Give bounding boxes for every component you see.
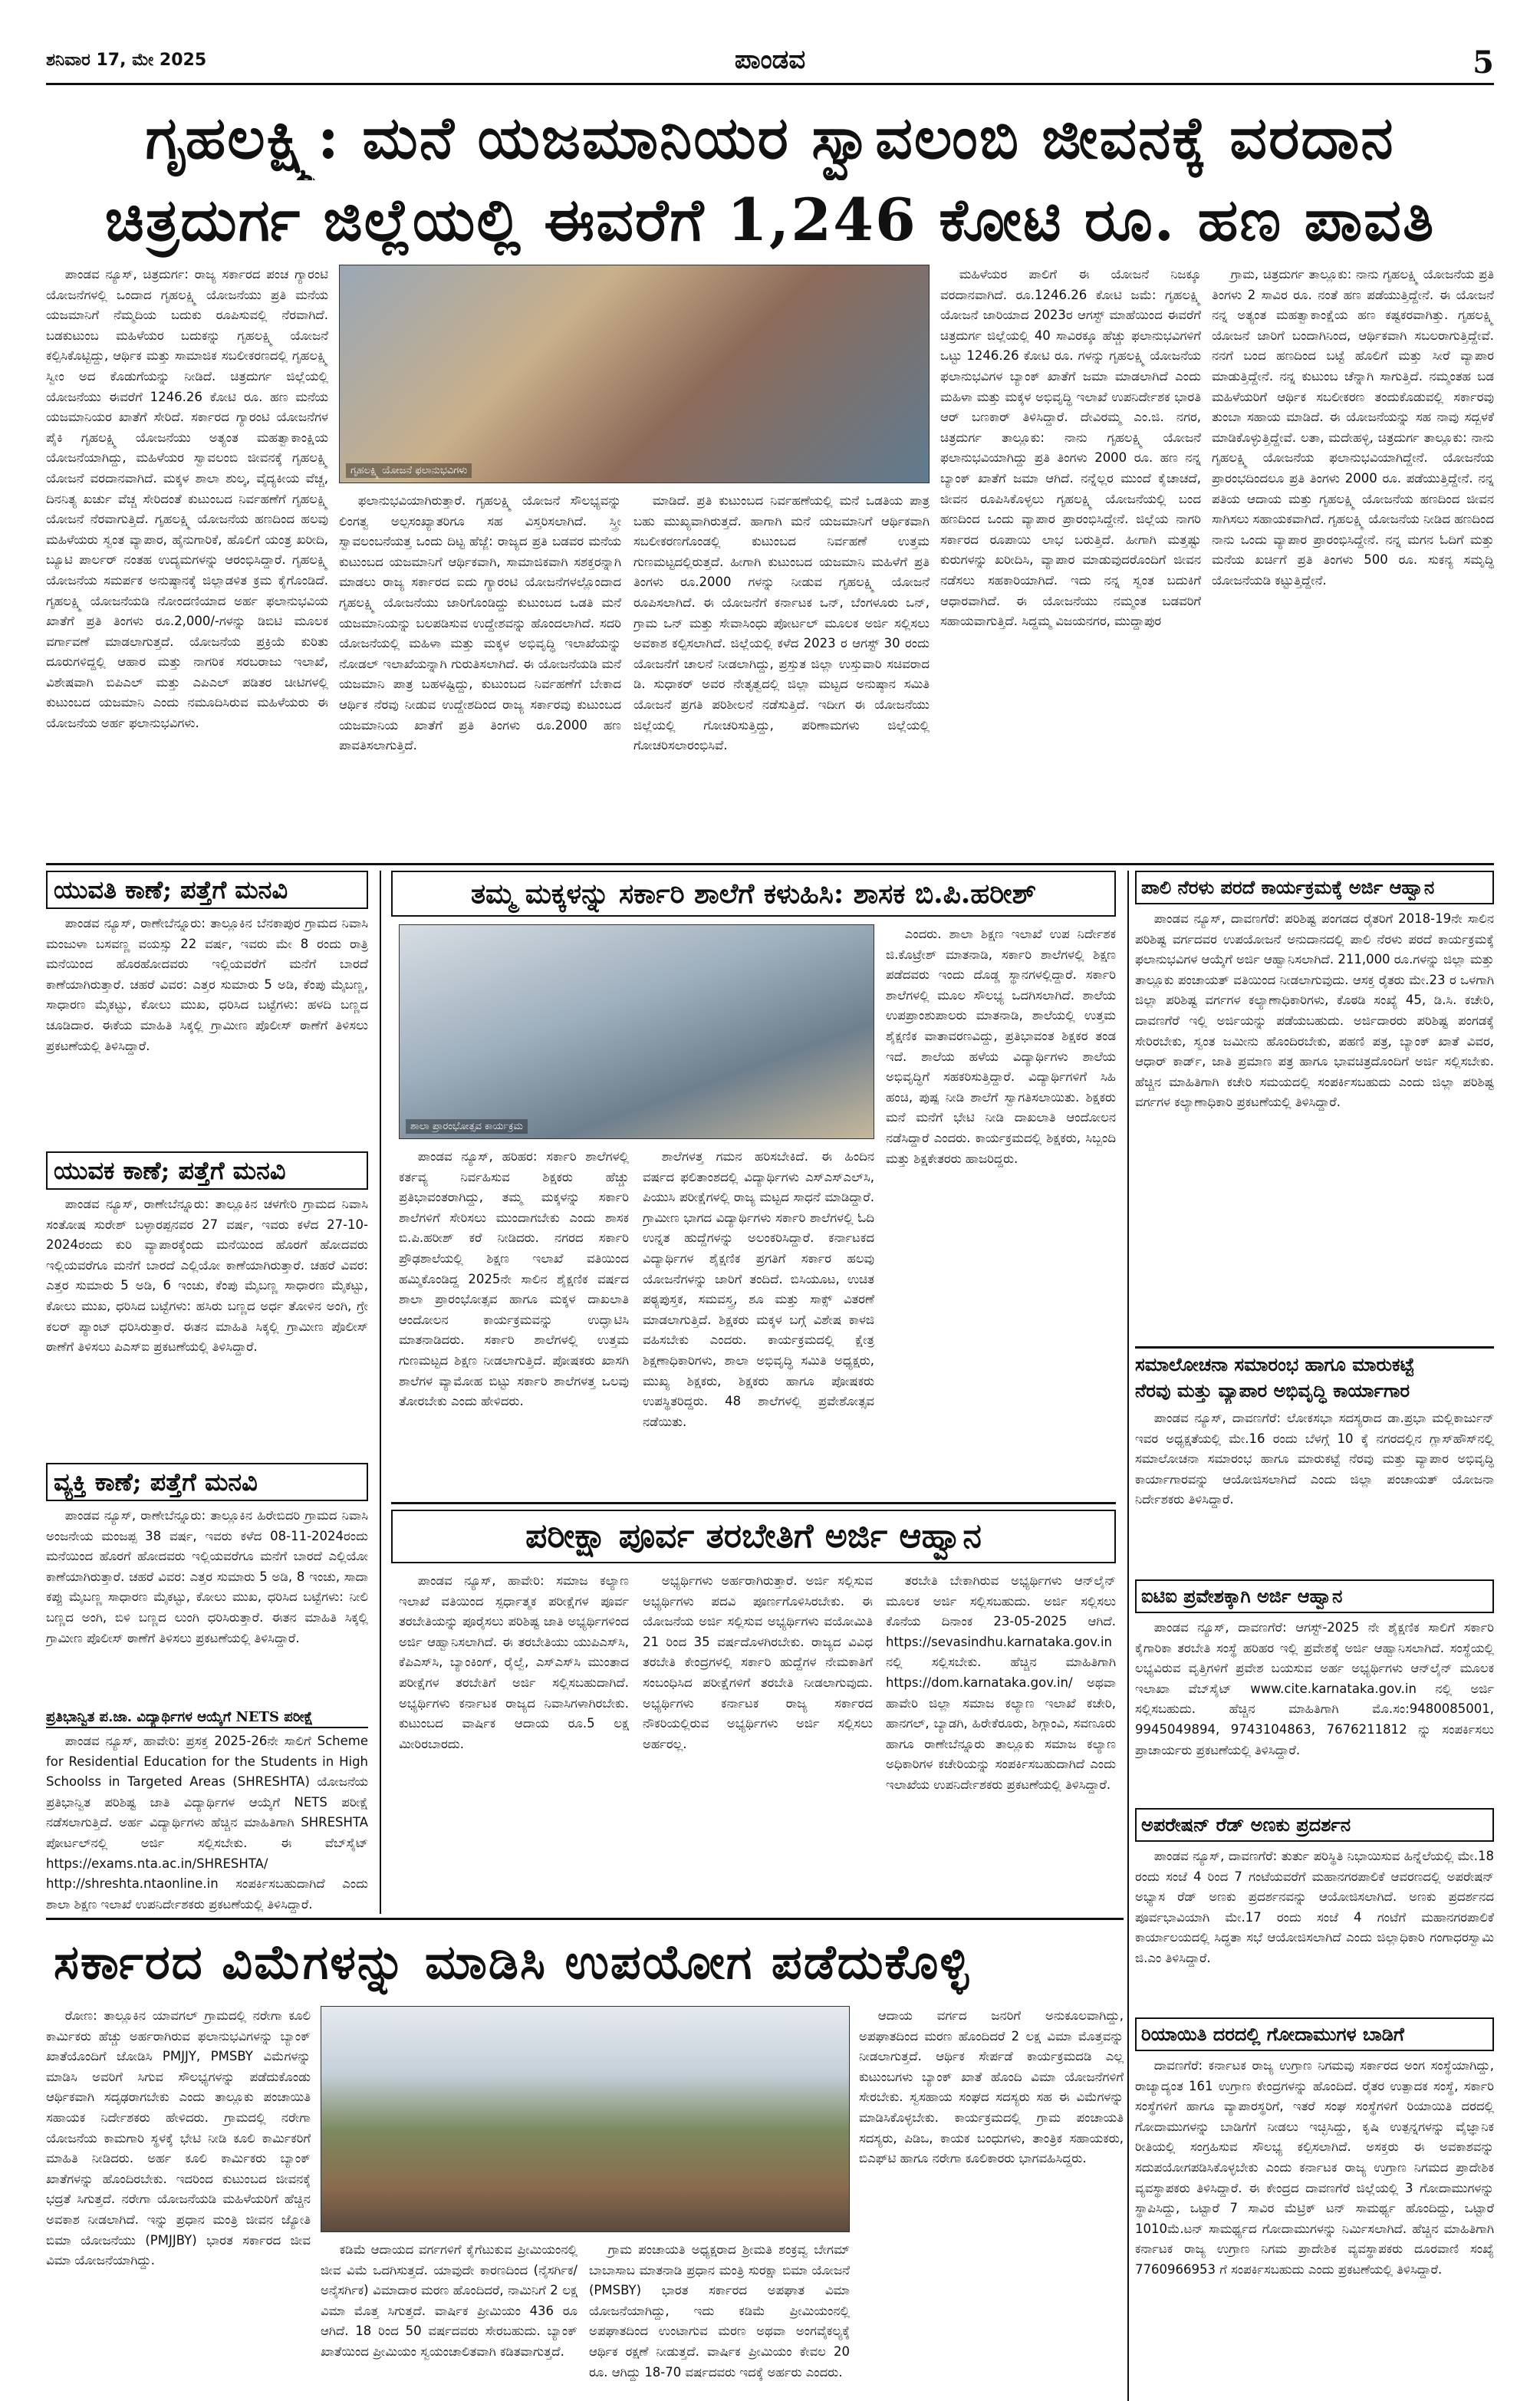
missing-1-body-wrap xyxy=(46,914,368,1144)
iti-body: ಪಾಂಡವ ನ್ಯೂಸ್, ದಾವಣಗೆರೆ: ಆಗಸ್ಟ್-2025 ನೇ ಶೈಕ್ಷಣಿಕ ಸಾಲಿಗೆ ಸರ್ಕಾರಿ ಕೈಗಾರಿಕಾ ತರಬೇತಿ ಸಂಸ್ಥೆ ಹರಿಹರ ಇಲ್ಲಿ ಪ್ರವೇಶಕ್ಕೆ ಅರ್ಜಿ ಆಹ್ವಾನಿಸಲಾಗಿದೆ. ಸಂಸ್ಥೆಯಲ್ಲಿ ಲಭ್ಯವಿರುವ ವೃತ್ತಿಗಳಿಗೆ ಪ್ರವೇಶ ಬಯಸುವ ಅರ್ಹ ಅಭ್ಯರ್ಥಿಗಳು ಆನ್‌ಲೈನ್ ಮೂಲಕ ಇಲಾಖಾ ವೆಬ್‌ಸೈಟ್ www.cite.karnataka.gov.in ನಲ್ಲಿ ಅರ್ಜಿ ಸಲ್ಲಿಸಬಹುದು. ಹೆಚ್ಚಿನ ಮಾಹಿತಿಗಾಗಿ ಮೊ.ಸಂ:9480085001, 9945049894, 9743104863, 7676211812 ನ್ನು ಸಂಪರ್ಕಿಸಲು ಪ್ರಾಚಾರ್ಯರು ಪ್ರಕಟಣೆಯಲ್ಲಿ ತಿಳಿಸಿದ್ದಾರೆ. xyxy=(1135,1620,1494,1757)
insurance-col1-text: ರೋಣ: ತಾಲ್ಲೂಕಿನ ಯಾವಗಲ್ ಗ್ರಾಮದಲ್ಲಿ ನರೇಗಾ ಕೂಲಿ ಕಾರ್ಮಿಕರು ಹೆಚ್ಚು ಅರ್ಹರಾಗಿರುವ ಫಲಾನುಭವಿಗಳನ್ನು ಬ್ಯಾಂಕ್ ಖಾತೆಯೊಂದಿಗೆ ಜೋಡಿಸಿ PMJJY, PMSBY ವಿಮೆಗಳನ್ನು ಮಾಡಿಸಿ ಅವರಿಗೆ ಸಿಗುವ ಸೌಲಭ್ಯಗಳನ್ನು ಪಡೆದುಕೊಂಡು ಆರ್ಥಿಕವಾಗಿ ಸದೃಢರಾಗಬೇಕು ಎಂದು ತಾಲ್ಲೂಕು ಪಂಚಾಯಿತಿ ಸಹಾಯಕ ನಿರ್ದೇಶಕರು ಹೇಳಿದರು. ಗ್ರಾಮದಲ್ಲಿ ನರೇಗಾ ಯೋಜನೆಯ ಕಾಮಗಾರಿ ಸ್ಥಳಕ್ಕೆ ಭೇಟಿ ನೀಡಿ ಕೂಲಿ ಕಾರ್ಮಿಕರಿಗೆ ಮಾಹಿತಿ ನೀಡಿದರು. ಅರ್ಹ ಕೂಲಿ ಕಾರ್ಮಿಕರು ಬ್ಯಾಂಕ್ ಖಾತೆಗಳನ್ನು ಹೊಂದಿರಬೇಕು. ಇದರಿಂದ ಕುಟುಂಬದ ಜೀವನಕ್ಕೆ ಭದ್ರತೆ ಸಿಗುತ್ತದೆ. ನರೇಗಾ ಯೋಜನೆಯಡಿ ಮಹಿಳೆಯರಿಗೆ ಹೆಚ್ಚಿನ ಅವಕಾಶ ನೀಡಲಾಗಿದೆ. ಇನ್ನು ಪ್ರಧಾನ ಮಂತ್ರಿ ಜೀವನ ಜ್ಯೋತಿ ಬಿಮಾ ಯೋಜನೆಯು (PMJJBY) ಭಾರತ ಸರ್ಕಾರದ ಜೀವ ವಿಮಾ ಯೋಜನೆಯಾಗಿದ್ದು. xyxy=(46,2008,311,2268)
exam-column-1 xyxy=(399,1571,629,1909)
nets-body-wrap xyxy=(46,1731,368,1914)
lead-column-2 xyxy=(339,491,621,855)
operation-body-wrap xyxy=(1135,1846,1494,2011)
lead-col4-text: ಮಹಿಳೆಯರ ಪಾಲಿಗೆ ಈ ಯೋಜನೆ ನಿಜಕ್ಕೂ ವರದಾನವಾಗಿದೆ. ರೂ.1246.26 ಕೋಟಿ ಜಮೆ: ಗೃಹಲಕ್ಷ್ಮಿ ಯೋಜನೆ ಜಾರಿಯಾದ 2023ರ ಆಗಸ್ಟ್ ಮಾಹೆಯಿಂದ ಈವರೆಗೆ ಚಿತ್ರದುರ್ಗ ಜಿಲ್ಲೆಯಲ್ಲಿ 40 ಸಾವಿರಕ್ಕೂ ಹೆಚ್ಚು ಫಲಾನುಭವಿಗಳಿಗೆ ಒಟ್ಟು 1246.26 ಕೋಟಿ ರೂ. ಗಳನ್ನು ಗೃಹಲಕ್ಷ್ಮಿ ಯೋಜನೆಯ ಫಲಾನುಭವಿಗಳ ಬ್ಯಾಂಕ್ ಖಾತೆಗೆ ಜಮಾ ಮಾಡಲಾಗಿದೆ ಎಂದು ಮಹಿಳಾ ಮತ್ತು ಮಕ್ಕಳ ಅಭಿವೃದ್ಧಿ ಇಲಾಖೆ ಉಪನಿರ್ದೇಶಕ ಭಾರತಿ ಆರ್ ಬಣಕಾರ್ ತಿಳಿಸಿದ್ದಾರೆ. ದೇವಿರಮ್ಮ ಎಂ.ಜಿ. ನಗರ, ಚಿತ್ರದುರ್ಗ ತಾಲ್ಲೂಕು: ನಾನು ಗೃಹಲಕ್ಷ್ಮಿ ಯೋಜನೆ ಫಲಾನುಭವಿಯಾಗಿದ್ದು ಪ್ರತಿ ತಿಂಗಳು 2000 ರೂ. ಹಣ ನನ್ನ ಬ್ಯಾಂಕ್ ಖಾತೆಗೆ ಜಮಾ ಆಗಿದೆ. ನನ್ನೆಲ್ಲರ ಮುಂದೆ ಕೈಚಾಚದೆ, ಜೀವನ ರೂಪಿಸಿಕೊಳ್ಳಲು ಗೃಹಲಕ್ಷ್ಮಿ ಯೋಜನೆಯಲ್ಲಿ ಬಂದ ಹಣದಿಂದ ಒಂದು ವ್ಯಾಪಾರ ಪ್ರಾರಂಭಿಸಿದ್ದೇನೆ. ಜಿಲ್ಲೆಯ ನಾಗರಿ ಸರ್ಕಾರದ ರೂಪಾಯಿ ಲಾಭ ಬರುತ್ತಿದೆ. ಹೀಗಾಗಿ ಮತ್ತಷ್ಟು ಕುರುಗಳನ್ನು ಖರೀದಿಸಿ, ವ್ಯಾಪಾರ ಮಾಡುವುದರೊಂದಿಗೆ ಜೀವನ ನಡೆಸಲು ಸಹಕಾರಿಯಾಗಿದೆ. ಇದು ನನ್ನ ಸ್ವಂತ ಬದುಕಿಗೆ ಆಧಾರವಾಗಿದೆ. ಈ ಯೋಜನೆಯು ನಮ್ಮಂತ ಬಡವರಿಗೆ ಸಹಾಯವಾಗುತ್ತಿದೆ. ಸಿದ್ದಮ್ಮ ವಿಜಯನಗರ, ಮುದ್ದಾಪುರ xyxy=(940,267,1201,629)
lead-headline-line2: ಚಿತ್ರದುರ್ಗ ಜಿಲ್ಲೆಯಲ್ಲಿ ಈವರೆಗೆ 1,246 ಕೋಟಿ ರೂ. ಹಣ ಪಾವತಿ xyxy=(104,186,1436,254)
exam-column-3 xyxy=(886,1571,1116,1909)
right-column-divider xyxy=(1127,871,1129,2401)
lead-bottom-rule xyxy=(46,863,1494,865)
missing-2-body: ಪಾಂಡವ ನ್ಯೂಸ್, ರಾಣೇಬೆನ್ನೂರು: ತಾಲ್ಲೂಕಿನ ಚಳಗೇರಿ ಗ್ರಾಮದ ನಿವಾಸಿ ಸಂತೋಷ ಸುರೇಶ್ ಬಳ್ಳಾರಪ್ಪನವರ 27 ವರ್ಷ, ಇವರು ಕಳೆದ 27-10-2024ರಂದು ಕುರಿ ವ್ಯಾಪಾರಕ್ಕೆಂದು ಮನೆಯಿಂದ ಹೊರಗೆ ಹೋದವರು ಇಲ್ಲಿಯವರೆಗೂ ಮನೆಗೆ ಬಾರದೆ ಎಲ್ಲಿಯೋ ಕಾಣೆಯಾಗಿರುತ್ತಾರೆ. ಚಹರೆ ವಿವರ: ಎತ್ತರ ಸುಮಾರು 5 ಅಡಿ, 6 ಇಂಚು, ಕೆಂಪು ಮೈಬಣ್ಣ ಸಾಧಾರಣ ಮೈಕಟ್ಟು, ಕೋಲು ಮುಖ, ಧರಿಸಿದ ಬಟ್ಟೆಗಳು: ಹಸಿರು ಬಣ್ಣದ ಅರ್ಧ ತೋಳಿನ ಅಂಗಿ, ಗ್ರೇ ಕಲರ್ ಪ್ಯಾಂಟ್ ಧರಿಸಿರುತ್ತಾರೆ. ಈತನ ಮಾಹಿತಿ ಸಿಕ್ಕಲ್ಲಿ ಗ್ರಾಮೀಣ ಪೊಲೀಸ್ ಠಾಣೆಗೆ ತಿಳಿಸಲು ಪಿಎಸ್‌ಐ ಪ್ರಕಟಣೆಯಲ್ಲಿ ತಿಳಿಸಿದ್ದಾರೆ. xyxy=(46,1197,368,1355)
insurance-top-rule xyxy=(46,1918,1124,1920)
missing-2-body-wrap xyxy=(46,1194,368,1455)
exam-col1-text: ಪಾಂಡವ ನ್ಯೂಸ್, ಹಾವೇರಿ: ಸಮಾಜ ಕಲ್ಯಾಣ ಇಲಾಖೆ ವತಿಯಿಂದ ಸ್ಪರ್ಧಾತ್ಮಕ ಪರೀಕ್ಷೆಗಳ ಪೂರ್ವ ತರಬೇತಿಯನ್ನು ಪೂರೈಸಲು ಪರಿಶಿಷ್ಟ ಜಾತಿ ಅಭ್ಯರ್ಥಿಗಳಿಂದ ಅರ್ಜಿ ಆಹ್ವಾನಿಸಲಾಗಿದೆ. ಈ ತರಬೇತಿಯು ಯುಪಿಎಸ್‌ಸಿ, ಕೆಪಿಎಸ್‌ಸಿ, ಬ್ಯಾಂಕಿಂಗ್, ರೈಲ್ವೆ, ಎಸ್‌ಎಸ್‌ಸಿ ಮುಂತಾದ ಪರೀಕ್ಷೆಗಳ ತರಬೇತಿಗೆ ಅರ್ಜಿ ಸಲ್ಲಿಸಬಹುದಾಗಿದೆ. ಅಭ್ಯರ್ಥಿಗಳು ಕರ್ನಾಟಕ ರಾಜ್ಯದ ನಿವಾಸಿಗಳಾಗಿರಬೇಕು. ಕುಟುಂಬದ ವಾರ್ಷಿಕ ಆದಾಯ ರೂ.5 ಲಕ್ಷ ಮೀರಿರಬಾರದು. xyxy=(399,1573,629,1751)
lead-column-1 xyxy=(46,265,328,855)
missing-3-title: ವ್ಯಕ್ತಿ ಕಾಣೆ; ಪತ್ತೆಗೆ ಮನವಿ xyxy=(46,1463,368,1501)
school-photo xyxy=(399,924,874,1139)
insurance-photo xyxy=(321,2006,850,2232)
insurance-col4-text: ಆದಾಯ ವರ್ಗದ ಜನರಿಗೆ ಅನುಕೂಲವಾಗಿದ್ದು, ಅಪಘಾತದಿಂದ ಮರಣ ಹೊಂದಿದರೆ 2 ಲಕ್ಷ ವಿಮಾ ಮೊತ್ತವನ್ನು ನೀಡಲಾಗುತ್ತದೆ. ಆರ್ಥಿಕ ಸೇರ್ಪಡೆ ಕಾರ್ಯಕ್ರಮದಡಿ ಎಲ್ಲ ಕುಟುಂಬಗಳು ಬ್ಯಾಂಕ್ ಖಾತೆ ಹೊಂದಿ ವಿಮಾ ಯೋಜನೆಗಳಿಗೆ ಸೇರಬೇಕು. ಸ್ವಸಹಾಯ ಸಂಘದ ಸದಸ್ಯರು ಸಹ ಈ ವಿಮೆಗಳನ್ನು ಮಾಡಿಸಿಕೊಳ್ಳಬೇಕು. ಕಾರ್ಯಕ್ರಮದಲ್ಲಿ ಗ್ರಾಮ ಪಂಚಾಯತಿ ಸದಸ್ಯರು, ಪಿಡಿಒ, ಕಾಯಕ ಬಂಧುಗಳು, ತಾಂತ್ರಿಕ ಸಹಾಯಕರು, ಬಿಎಫ್‌ಟಿ ಹಾಗೂ ನರೇಗಾ ಕೂಲಿಕಾರರು ಭಾಗವಹಿಸಿದ್ದರು. xyxy=(859,2008,1124,2166)
market-body-wrap xyxy=(1135,1408,1494,1573)
lead-headline-line1: ಗೃಹಲಕ್ಷ್ಮಿ: ಮನೆ ಯಜಮಾನಿಯರ ಸ್ವಾವಲಂಬಿ ಜೀವನಕ್ಕೆ ವರದಾನ xyxy=(145,104,1395,172)
missing-3-body-wrap xyxy=(46,1506,368,1698)
left-column xyxy=(46,871,368,1914)
lead-col3-text: ಮಾಡಿದೆ. ಪ್ರತಿ ಕುಟುಂಬದ ನಿರ್ವಹಣೆಯಲ್ಲಿ ಮನೆ ಒಡತಿಯ ಪಾತ್ರ ಬಹು ಮುಖ್ಯವಾಗಿರುತ್ತದೆ. ಹಾಗಾಗಿ ಮನೆ ಯಜಮಾನಿಗೆ ಆರ್ಥಿಕವಾಗಿ ಸಬಲೀಕರಣಗೊಂಡಲ್ಲಿ ಕುಟುಂಬದ ನಿರ್ವಹಣೆ ಉತ್ತಮ ಗುಣಮಟ್ಟದಲ್ಲಿರುತ್ತದೆ. ಹೀಗಾಗಿ ಕುಟುಂಬದ ಯಜಮಾನಿ ಮಹಿಳೆಗೆ ಪ್ರತಿ ತಿಂಗಳು ರೂ.2000 ಗಳನ್ನು ನೀಡುವ ಗೃಹಲಕ್ಷ್ಮಿ ಯೋಜನೆ ರೂಪಿಸಲಾಗಿದೆ. ಈ ಯೋಜನೆಗೆ ಕರ್ನಾಟಕ ಒನ್, ಬೆಂಗಳೂರು ಒನ್, ಗ್ರಾಮ ಒನ್ ಮತ್ತು ಸೇವಾಸಿಂಧು ಪೋರ್ಟಲ್ ಮೂಲಕ ಅರ್ಜಿ ಸಲ್ಲಿಸಲು ಅವಕಾಶ ಕಲ್ಪಿಸಲಾಗಿದೆ. ಜಿಲ್ಲೆಯಲ್ಲಿ ಕಳೆದ 2023 ರ ಆಗಸ್ಟ್ 30 ರಂದು ಯೋಜನೆಗೆ ಚಾಲನೆ ನೀಡಲಾಗಿದ್ದು, ಪ್ರಸ್ತುತ ಜಿಲ್ಲಾ ಉಸ್ತುವಾರಿ ಸಚಿವರಾದ ಡಿ. ಸುಧಾಕರ್ ಅವರ ನೇತೃತ್ವದಲ್ಲಿ ಜಿಲ್ಲಾ ಮಟ್ಟದ ಅನುಷ್ಠಾನ ಸಮಿತಿ ಯೋಜನೆ ಪ್ರಗತಿ ಪರಿಶೀಲನೆ ನಡೆಸುತ್ತಿದೆ. ಇದೀಗ ಈ ಯೋಜನೆಯು ಜಿಲ್ಲೆಯಲ್ಲಿ ಗೋಚರಿಸುತ್ತಿದ್ದು, ಪರಿಣಾಮಗಳು ಜಿಲ್ಲೆಯಲ್ಲಿ ಗೋಚರಿಸಲಾರಂಭಿಸಿವೆ. xyxy=(633,493,930,753)
market-title: ಸಮಾಲೋಚನಾ ಸಮಾರಂಭ ಹಾಗೂ ಮಾರುಕಟ್ಟೆ xyxy=(1135,1346,1494,1378)
iti-title: ಐಟಿಐ ಪ್ರವೇಶಕ್ಕಾಗಿ ಅರ್ಜಿ ಆಹ್ವಾನ xyxy=(1135,1579,1494,1613)
missing-3-body: ಪಾಂಡವ ನ್ಯೂಸ್, ರಾಣೇಬೆನ್ನೂರು: ತಾಲ್ಲೂಕಿನ ಹಿರೇಬಿದರಿ ಗ್ರಾಮದ ನಿವಾಸಿ ಅಂಜನೇಯ ಮಂಜಪ್ಪ 38 ವರ್ಷ, ಇವರು ಕಳೆದ 08-11-2024ರಂದು ಮನೆಯಿಂದ ಹೊರಗೆ ಹೋದವರು ಇಲ್ಲಿಯವರೆಗೂ ಮನೆಗೆ ಬಾರದೆ ಎಲ್ಲಿಯೋ ಕಾಣೆಯಾಗಿರುತ್ತಾರೆ. ಚಹರೆ ವಿವರ: ಎತ್ತರ ಸುಮಾರು 5 ಅಡಿ, 8 ಇಂಚು, ಸಾದಾ ಕಪ್ಪು ಮೈಬಣ್ಣ ಸಾಧಾರಣ ಮೈಕಟ್ಟು, ಕೋಲು ಮುಖ, ಧರಿಸಿದ ಬಟ್ಟೆಗಳು: ನೀಲಿ ಬಣ್ಣದ ಅಂಗಿ, ಬಿಳಿ ಬಣ್ಣದ ಲುಂಗಿ ಧರಿಸಿರುತ್ತಾರೆ. ಈತನ ಮಾಹಿತಿ ಸಿಕ್ಕಲ್ಲಿ ಗ್ರಾಮೀಣ ಪೊಲೀಸ್ ಠಾಣೆಗೆ ತಿಳಿಸಲು ಪ್ರಕಟಣೆಯಲ್ಲಿ ತಿಳಿಸಿದ್ದಾರೆ. xyxy=(46,1508,368,1645)
school-column-3 xyxy=(886,924,1116,1496)
exam-col2-text: ಅಭ್ಯರ್ಥಿಗಳು ಅರ್ಹರಾಗಿರುತ್ತಾರೆ. ಅರ್ಜಿ ಸಲ್ಲಿಸುವ ಅಭ್ಯರ್ಥಿಗಳು ಪದವಿ ಪೂರ್ಣಗೊಳಿಸಿರಬೇಕು. ಈ ಯೋಜನೆಯ ಅರ್ಜಿ ಸಲ್ಲಿಸುವ ಅಭ್ಯರ್ಥಿಗಳು ವಯೋಮಿತಿ 21 ರಿಂದ 35 ವರ್ಷದೊಳಗಿರಬೇಕು. ರಾಜ್ಯದ ವಿವಿಧ ತರಬೇತಿ ಕೇಂದ್ರಗಳಲ್ಲಿ ಸರ್ಕಾರಿ ಹುದ್ದೆಗಳ ನೇಮಕಾತಿಗೆ ಸಂಬಂಧಿಸಿದ ಪರೀಕ್ಷೆಗಳಿಗೆ ತರಬೇತಿ ನೀಡಲಾಗುವುದು. ಅಭ್ಯರ್ಥಿಗಳು ಕರ್ನಾಟಕ ರಾಜ್ಯ ಸರ್ಕಾರದ ನೌಕರಿಯಲ್ಲಿರುವ ಅಭ್ಯರ್ಥಿಗಳು ಅರ್ಜಿ ಸಲ್ಲಿಸಲು ಅರ್ಹರಲ್ಲ. xyxy=(643,1573,873,1751)
insurance-headline: ಸರ್ಕಾರದ ವಿಮೆಗಳನ್ನು ಮಾಡಿಸಿ ಉಪಯೋಗ ಪಡೆದುಕೊಳ್ಳಿ xyxy=(54,1934,971,1990)
insurance-column-4 xyxy=(859,2006,1124,2393)
lead-column-3 xyxy=(633,491,930,855)
school-column-2 xyxy=(643,1147,874,1496)
missing-1-body: ಪಾಂಡವ ನ್ಯೂಸ್, ರಾಣೇಬೆನ್ನೂರು: ತಾಲ್ಲೂಕಿನ ಬೆನಕಾಪುರ ಗ್ರಾಮದ ನಿವಾಸಿ ಮಂಜುಳಾ ಬಸವಣ್ಣ ವಯಸ್ಸು 22 ವರ್ಷ, ಇವರು ಮೇ 8 ರಂದು ರಾತ್ರಿ ಮನೆಯಿಂದ ಹೊರಹೋದವರು ಇಲ್ಲಿಯವರೆಗೆ ಮನೆಗೆ ಬಾರದೆ ಕಾಣೆಯಾಗಿರುತ್ತಾರೆ. ಚಹರೆ ವಿವರ: ಎತ್ತರ ಸುಮಾರು 5 ಅಡಿ, ಕೆಂಪು ಮೈಬಣ್ಣ, ಸಾಧಾರಣ ಮೈಕಟ್ಟು, ಕೋಲು ಮುಖ, ಧರಿಸಿದ ಬಟ್ಟೆಗಳು: ಹಳದಿ ಬಣ್ಣದ ಚೂಡಿದಾರ. ಈಕೆಯ ಮಾಹಿತಿ ಸಿಕ್ಕಲ್ಲಿ ಗ್ರಾಮೀಣ ಪೊಲೀಸ್ ಠಾಣೆಗೆ ತಿಳಿಸಲು ಪ್ರಕಟಣೆಯಲ್ಲಿ ತಿಳಿಸಿದ್ದಾರೆ. xyxy=(46,916,368,1053)
lead-col1-text: ಪಾಂಡವ ನ್ಯೂಸ್, ಚಿತ್ರದುರ್ಗ: ರಾಜ್ಯ ಸರ್ಕಾರದ ಪಂಚ ಗ್ಯಾರಂಟಿ ಯೋಜನೆಗಳಲ್ಲಿ ಒಂದಾದ ಗೃಹಲಕ್ಷ್ಮಿ ಯೋಜನೆಯು ಪ್ರತಿ ಮನೆಯ ಯಜಮಾನಿಗೆ ನೆಮ್ಮದಿಯ ಬದುಕು ರೂಪಿಸುವಲ್ಲಿ ನೆರವಾಗಿದೆ. ಬಡಕುಟುಂಬ ಮಹಿಳೆಯರ ಬದುಕನ್ನು ಗೃಹಲಕ್ಷ್ಮಿ ಯೋಜನೆ ಕಲ್ಪಿಸಿಕೊಟ್ಟಿದ್ದು, ಆರ್ಥಿಕ ಮತ್ತು ಸಾಮಾಜಿಕ ಸಬಲೀಕರಣದಲ್ಲಿ ಗೃಹಲಕ್ಷ್ಮಿ ಸ್ವೀಂ ಅದ ಕೊಡುಗೆಯನ್ನು ನೀಡಿದೆ. ಚಿತ್ರದುರ್ಗ ಜಿಲ್ಲೆಯಲ್ಲಿ ಯೋಜನೆಯು ಈವರೆಗೆ 1246.26 ಕೋಟಿ ರೂ. ಹಣ ಮನೆಯ ಯಜಮಾನಿಯರ ಖಾತೆಗೆ ಸೇರಿದೆ. ಸರ್ಕಾರದ ಗ್ಯಾರಂಟಿ ಯೋಜನೆಗಳ ಪೈಕಿ ಗೃಹಲಕ್ಷ್ಮಿ ಯೋಜನೆಯು ಅತ್ಯಂತ ಮಹತ್ವಾಕಾಂಕ್ಷಿಯ ಯೋಜನೆಯಾಗಿದ್ದು, ಮಹಿಳೆಯರ ಸ್ವಾವಲಂಬಿ ಜೀವನಕ್ಕೆ ಗೃಹಲಕ್ಷ್ಮಿ ಯೋಜನೆ ವರದಾನವಾಗಿದೆ. ಮಕ್ಕಳ ಶಾಲಾ ಶುಲ್ಕ, ವೈದ್ಯಕೀಯ ವೆಚ್ಚ, ದಿನನಿತ್ಯ ಖರ್ಚು ವೆಚ್ಚ ಸೇರಿದಂತೆ ಕುಟುಂಬದ ನಿರ್ವಹಣೆಗೆ ಗೃಹಲಕ್ಷ್ಮಿ ಯೋಜನೆ ನೆರವಾಗುತ್ತಿದೆ. ಗೃಹಲಕ್ಷ್ಮಿ ಯೋಜನೆಯ ಹಣದಿಂದ ಹಲವು ಮಹಿಳೆಯರು ಸ್ವಂತ ವ್ಯಾಪಾರ, ಹೈನುಗಾರಿಕೆ, ಹೊಲಿಗೆ ಯಂತ್ರ ಖರೀದಿ, ಬ್ಯೂಟಿ ಪಾರ್ಲರ್ ನಂತಹ ಉದ್ಯಮಗಳನ್ನು ಆರಂಭಿಸಿದ್ದಾರೆ. ಗೃಹಲಕ್ಷ್ಮಿ ಯೋಜನೆಯ ಸಮರ್ಪಕ ಅನುಷ್ಠಾನಕ್ಕೆ ಜಿಲ್ಲಾಡಳಿತ ಕ್ರಮ ಕೈಗೊಂಡಿದೆ. ಗೃಹಲಕ್ಷ್ಮಿ ಯೋಜನೆಯಡಿ ನೋಂದಣಿಯಾದ ಅರ್ಹ ಫಲಾನುಭವಿಯ ಖಾತೆಗೆ ಪ್ರತಿ ತಿಂಗಳು ರೂ.2,000/-ಗಳನ್ನು ಡಿಬಿಟಿ ಮೂಲಕ ವರ್ಗಾವಣೆ ಮಾಡಲಾಗುತ್ತದೆ. ಯೋಜನೆಯ ಪ್ರಕ್ರಿಯೆ ಕುರಿತು ದೂರುಗಳಿದ್ದಲ್ಲಿ ಆಹಾರ ಮತ್ತು ನಾಗರಿಕ ಸರಬರಾಜು ಇಲಾಖೆ, ವಿಶೇಷವಾಗಿ ಬಿಪಿಎಲ್ ಮತ್ತು ಎಪಿಎಲ್ ಪಡಿತರ ಚೀಟಿಗಳಲ್ಲಿ ಕುಟುಂಬದ ಯಜಮಾನಿ ಎಂದು ನಮೂದಿಸಿರುವ ಮಹಿಳೆಯರು ಈ ಯೋಜನೆಯ ಅರ್ಹ ಫಲಾನುಭವಿಗಳು. xyxy=(46,267,328,731)
nets-body: ಪಾಂಡವ ನ್ಯೂಸ್, ಹಾವೇರಿ: ಪ್ರಸಕ್ತ 2025-26ನೇ ಸಾಲಿಗೆ Scheme for Residential Education for the Students in High Schoolss in Targeted Areas (SHRESHTA) ಯೋಜನೆಯ ಪ್ರತಿಭಾನ್ವಿತ ಪರಿಶಿಷ್ಟ ಜಾತಿ ವಿದ್ಯಾರ್ಥಿಗಳ ಆಯ್ಕೆಗೆ NETS ಪರೀಕ್ಷೆ ನಡೆಸಲಾಗುತ್ತಿದೆ. ಅರ್ಹ ವಿದ್ಯಾರ್ಥಿಗಳು ಹೆಚ್ಚಿನ ಮಾಹಿತಿಗಾಗಿ SHRESHTA ಪೋರ್ಟಲ್‌ನಲ್ಲಿ ಅರ್ಜಿ ಸಲ್ಲಿಸಬೇಕು. ಈ ವೆಬ್‌ಸೈಟ್ https://exams.nta.ac.in/SHRESHTA/ http://shreshta.ntaonline.in ಸಂಪರ್ಕಿಸಬಹುದಾಗಿದೆ ಎಂದು ಶಾಲಾ ಶಿಕ್ಷಣ ಇಲಾಖೆ ಉಪನಿರ್ದೇಶಕರು ಪ್ರಕಟಣೆಯಲ್ಲಿ ತಿಳಿಸಿದ್ದಾರೆ. xyxy=(46,1734,368,1912)
insurance-column-1 xyxy=(46,2006,311,2393)
nets-title: ಪ್ರತಿಭಾನ್ವಿತ ಪ.ಜಾ. ವಿದ್ಯಾರ್ಥಿಗಳ ಆಯ್ಕೆಗೆ NETS ಪರೀಕ್ಷೆ xyxy=(46,1708,368,1728)
lead-column-5 xyxy=(1212,265,1494,855)
school-bottom-rule xyxy=(391,1502,1116,1504)
operation-body: ಪಾಂಡವ ನ್ಯೂಸ್, ದಾವಣಗೆರೆ: ತುರ್ತು ಪರಿಸ್ಥಿತಿ ನಿಭಾಯಿಸುವ ಹಿನ್ನೆಲೆಯಲ್ಲಿ ಮೇ.18 ರಂದು ಸಂಜೆ 4 ರಿಂದ 7 ಗಂಟೆಯವರೆಗೆ ಮಹಾನಗರಪಾಲಿಕೆ ಆವರಣದಲ್ಲಿ ಅಪರೇಷನ್ ಅಭ್ಯಾಸ ರೆಡ್ ಅಣಕು ಪ್ರದರ್ಶನವನ್ನು ಆಯೋಜಿಸಲಾಗಿದೆ. ಅಣಕು ಪ್ರದರ್ಶನದ ಪೂರ್ವಭಾವಿಯಾಗಿ ಮೇ.17 ರಂದು ಸಂಜೆ 4 ಗಂಟೆಗೆ ಮಹಾನಗರಪಾಲಿಕೆ ಕಾರ್ಯಾಲಯದಲ್ಲಿ ಸಿದ್ಧತಾ ಸಭೆ ಆಯೋಜಿಸಲಾಗಿದೆ ಎಂದು ಜಿಲ್ಲಾಧಿಕಾರಿ ಗಂಗಾಧರಸ್ವಾಮಿ ಜಿ.ಎಂ ತಿಳಿಸಿದ್ದಾರೆ. xyxy=(1135,1849,1494,1965)
missing-2-title: ಯುವಕ ಕಾಣೆ; ಪತ್ತೆಗೆ ಮನವಿ xyxy=(46,1151,368,1190)
iti-body-wrap xyxy=(1135,1618,1494,1802)
insurance-column-2 xyxy=(321,2240,578,2393)
godown-body: ದಾವಣಗೆರೆ: ಕರ್ನಾಟಕ ರಾಜ್ಯ ಉಗ್ರಾಣ ನಿಗಮವು ಸರ್ಕಾರದ ಅಂಗ ಸಂಸ್ಥೆಯಾಗಿದ್ದು, ರಾಜ್ಯಾದ್ಯಂತ 161 ಉಗ್ರಾಣ ಕೇಂದ್ರಗಳನ್ನು ಹೊಂದಿದೆ. ರೈತರ ಉತ್ಪಾದಕ ಸಂಸ್ಥೆ, ಸರ್ಕಾರಿ ಸಂಸ್ಥೆಗಳಿಗೆ ಹಾಗೂ ವ್ಯಾಪಾರಸ್ಥರಿಗೆ, ಇತರೆ ಸಂಘ ಸಂಸ್ಥೆಗಳಿಗೆ ರಿಯಾಯಿತಿ ದರದಲ್ಲಿ ಗೋದಾಮುಗಳನ್ನು ಬಾಡಿಗೆಗೆ ನೀಡಲು ಇಚ್ಛಿಸಿದ್ದು, ಕೃಷಿ ಉತ್ಪನ್ನಗಳನ್ನು ವೈಜ್ಞಾನಿಕ ರೀತಿಯಲ್ಲಿ ಸಂಗ್ರಹಿಸುವ ಸೌಲಭ್ಯ ಕಲ್ಪಿಸಲಾಗಿದೆ. ಅಸಕ್ತರು ಈ ಅವಕಾಶವನ್ನು ಸದುಪಯೋಗಪಡಿಸಿಕೊಳ್ಳಬೇಕು ಎಂದು ಕರ್ನಾಟಕ ರಾಜ್ಯ ಉಗ್ರಾಣ ನಿಗಮದ ಪ್ರಾದೇಶಿಕ ವ್ಯವಸ್ಥಾಪಕರು ತಿಳಿಸಿದ್ದಾರೆ. ಈ ಕೇಂದ್ರದ ದಾವಣಗೆರೆ ಜಿಲ್ಲೆಯಲ್ಲಿ 3 ಗೋದಾಮುಗಳನ್ನು ಸ್ಥಾಪಿಸಿದ್ದು, ಒಟ್ಟಾರೆ 7 ಸಾವಿರ ಮೆಟ್ರಿಕ್ ಟನ್ ಸಾಮರ್ಥ್ಯ ಹೊಂದಿದ್ದು, ಒಟ್ಟಾರೆ 1010ಮೆ.ಟನ್ ಸಾಮರ್ಥ್ಯದ ಗೋದಾಮುಗಳನ್ನು ನಿರ್ಮಿಸಲಾಗಿದೆ. ಹೆಚ್ಚಿನ ಮಾಹಿತಿಗಾಗಿ ಕರ್ನಾಟಕ ರಾಜ್ಯ ಉಗ್ರಾಣ ನಿಗಮ ಪ್ರಾದೇಶಿಕ ವ್ಯವಸ್ಥಾಪಕರು ದೂರವಾಣಿ ಸಂಖ್ಯೆ 7760966953 ಗೆ ಸಂಪರ್ಕಿಸಬಹುದು ಎಂದು ಪ್ರಕಟಣೆಯಲ್ಲಿ ತಿಳಿಸಿದ್ದಾರೆ. xyxy=(1135,2058,1494,2277)
market-title2: ನೆರವು ಮತ್ತು ವ್ಯಾಪಾರ ಅಭಿವೃದ್ಧಿ ಕಾರ್ಯಾಗಾರ xyxy=(1135,1379,1410,1401)
lead-col5-text: ಗ್ರಾಮ, ಚಿತ್ರದುರ್ಗ ತಾಲ್ಲೂಕು: ನಾನು ಗೃಹಲಕ್ಷ್ಮಿ ಯೋಜನೆಯ ಪ್ರತಿ ತಿಂಗಳು 2 ಸಾವಿರ ರೂ. ನಂತೆ ಹಣ ಪಡೆಯುತ್ತಿದ್ದೇನೆ. ಈ ಯೋಜನೆ ನನ್ನ ಅತ್ಯಂತ ಮಹತ್ವಾಕಾಂಕ್ಷೆಯ ಹಣ ಕಷ್ಟಕರವಾಗಿತ್ತು. ಗೃಹಲಕ್ಷ್ಮಿ ಯೋಜನೆ ಜಾರಿಗೆ ಬಂದಾಗಿನಿಂದ, ಆರ್ಥಿಕವಾಗಿ ಸಬಲರಾಗುತ್ತಿದ್ದೇವೆ. ನನಗೆ ಬಂದ ಹಣದಿಂದ ಬಟ್ಟೆ ಹೊಲಿಗೆ ಮತ್ತು ಸೀರೆ ವ್ಯಾಪಾರ ಮಾಡುತ್ತಿದ್ದೇನೆ. ನನ್ನ ಕುಟುಂಬ ಚೆನ್ನಾಗಿ ಸಾಗುತ್ತಿದೆ. ನಮ್ಮಂತಹ ಬಡ ಮಹಿಳೆಯರಿಗೆ ಆರ್ಥಿಕ ಸಬಲೀಕರಣ ತಂದುಕೊಡುವಲ್ಲಿ ಸರ್ಕಾರವು ತುಂಬಾ ಸಹಾಯ ಮಾಡಿದೆ. ಈ ಯೋಜನೆಯನ್ನು ಸಹ ನಾವು ಸದ್ಬಳಕೆ ಮಾಡಿಕೊಳ್ಳುತ್ತಿದ್ದೇವೆ. ಲತಾ, ಮದೇಹಳ್ಳಿ, ಚಿತ್ರದುರ್ಗ ತಾಲ್ಲೂಕು: ನಾನು ಗೃಹಲಕ್ಷ್ಮಿ ಯೋಜನೆಯ ಫಲಾನುಭವಿಯಾಗಿದ್ದೇನೆ. ಯೋಜನೆಯ ಪ್ರಾರಂಭದಿಂದಲೂ ಪ್ರತಿ ತಿಂಗಳು 2000 ರೂ. ಪಡೆಯುತ್ತಿದ್ದೇನೆ. ನನ್ನ ಪತಿಯ ಆದಾಯ ಮತ್ತು ಗೃಹಲಕ್ಷ್ಮಿ ಯೋಜನೆಯ ಹಣದಿಂದ ಜೀವನ ಸಾಗಿಸಲು ಸಹಾಯಕವಾಗಿದೆ. ಗೃಹಲಕ್ಷ್ಮಿ ಯೋಜನೆಯ ನೀಡಿದ ಹಣದಿಂದ ನಾನು ಒಂದು ವ್ಯಾಪಾರ ಪ್ರಾರಂಭಿಸಿದ್ದೇನೆ. ನನ್ನ ಮಗನ ಓದಿಗೆ ಮತ್ತು ಮನೆಯ ಖರ್ಚಿಗೆ ಪ್ರತಿ ತಿಂಗಳು 500 ರೂ. ಸುಕನ್ಯ ಸಮೃದ್ಧಿ ಯೋಜನೆಯಡಿ ಕಟ್ಟುತ್ತಿದ್ದೇನೆ. xyxy=(1212,267,1494,588)
exam-col3-text: ತರಬೇತಿ ಬೇಕಾಗಿರುವ ಅಭ್ಯರ್ಥಿಗಳು ಆನ್‌ಲೈನ್ ಮೂಲಕ ಅರ್ಜಿ ಸಲ್ಲಿಸಬಹುದು. ಅರ್ಜಿ ಸಲ್ಲಿಸಲು ಕೊನೆಯ ದಿನಾಂಕ 23-05-2025 ಆಗಿದೆ. https://sevasindhu.karnataka.gov.in ನಲ್ಲಿ ಸಲ್ಲಿಸಬೇಕು. ಹೆಚ್ಚಿನ ಮಾಹಿತಿಗಾಗಿ https://dom.karnataka.gov.in/ ಅಥವಾ ಹಾವೇರಿ ಜಿಲ್ಲಾ ಸಮಾಜ ಕಲ್ಯಾಣ ಇಲಾಖೆ ಕಚೇರಿ, ಹಾನಗಲ್, ಬ್ಯಾಡಗಿ, ಹಿರೇಕೆರೂರು, ಶಿಗ್ಗಾಂವಿ, ಸವಣೂರು ಹಾಗೂ ರಾಣೇಬೆನ್ನೂರು ತಾಲ್ಲೂಕು ಸಮಾಜ ಕಲ್ಯಾಣ ಅಧಿಕಾರಿಗಳ ಕಚೇರಿಯನ್ನು ಸಂಪರ್ಕಿಸಬಹುದಾಗಿದೆ ಎಂದು ಇಲಾಖೆಯ ಉಪನಿರ್ದೇಶಕರು ಪ್ರಕಟಣೆಯಲ್ಲಿ ತಿಳಿಸಿದ್ದಾರೆ. xyxy=(886,1573,1116,1792)
school-column-1 xyxy=(399,1147,629,1496)
exam-column-2 xyxy=(643,1571,873,1909)
exam-headline: ಪರೀಕ್ಷಾ ಪೂರ್ವ ತರಬೇತಿಗೆ ಅರ್ಜಿ ಆಹ್ವಾನ xyxy=(391,1510,1116,1563)
pali-body-wrap xyxy=(1135,909,1494,1339)
page-number: 5 xyxy=(1473,44,1494,75)
school-col3-text: ಎಂದರು. ಶಾಲಾ ಶಿಕ್ಷಣ ಇಲಾಖೆ ಉಪ ನಿರ್ದೇಶಕ ಜಿ.ಕೊಟ್ರೇಶ್ ಮಾತನಾಡಿ, ಸರ್ಕಾರಿ ಶಾಲೆಗಳಲ್ಲಿ ಶಿಕ್ಷಣ ಪಡೆದವರು ಇಂದು ದೊಡ್ಡ ಸ್ಥಾನಗಳಲ್ಲಿದ್ದಾರೆ. ಸರ್ಕಾರಿ ಶಾಲೆಗಳಲ್ಲಿ ಮೂಲ ಸೌಲಭ್ಯ ಒದಗಿಸಲಾಗಿದೆ. ಶಾಲೆಯ ಉಪಪ್ರಾಂಶುಪಾಲರು ಮಾತನಾಡಿ, ಶಾಲೆಯಲ್ಲಿ ಉತ್ತಮ ಶೈಕ್ಷಣಿಕ ವಾತಾವರಣವಿದ್ದು, ಪ್ರತಿಭಾವಂತ ಶಿಕ್ಷಕರ ತಂಡ ಇದೆ. ಶಾಲೆಯ ಹಳೆಯ ವಿದ್ಯಾರ್ಥಿಗಳು ಶಾಲೆಯ ಅಭಿವೃದ್ಧಿಗೆ ಸಹಕರಿಸುತ್ತಿದ್ದಾರೆ. ವಿದ್ಯಾರ್ಥಿಗಳಿಗೆ ಸಿಹಿ ಹಂಚಿ, ಪುಷ್ಪ ನೀಡಿ ಶಾಲೆಗೆ ಸ್ವಾಗತಿಸಲಾಯಿತು. ಶಿಕ್ಷಕರು ಮನೆ ಮನೆಗೆ ಭೇಟಿ ನೀಡಿ ದಾಖಲಾತಿ ಆಂದೋಲನ ನಡೆಸಿದ್ದಾರೆ ಎಂದರು. ಕಾರ್ಯಕ್ರಮದಲ್ಲಿ ಶಿಕ್ಷಕರು, ಸಿಬ್ಬಂದಿ ಮತ್ತು ಶಿಕ್ಷಕೇತರರು ಹಾಜರಿದ್ದರು. xyxy=(886,927,1116,1166)
lead-photo-caption: ಗೃಹಲಕ್ಷ್ಮಿ ಯೋಜನೆ ಫಲಾನುಭವಿಗಳು xyxy=(346,463,472,478)
issue-date: ಶನಿವಾರ 17, ಮೇ 2025 xyxy=(46,51,207,70)
school-col2-text: ಶಾಲೆಗಳತ್ತ ಗಮನ ಹರಿಸಬೇಕಿದೆ. ಈ ಹಿಂದಿನ ವರ್ಷದ ಫಲಿತಾಂಶದಲ್ಲಿ ವಿದ್ಯಾರ್ಥಿಗಳು ಎಸ್‌ಎಸ್‌ಎಲ್‌ಸಿ, ಪಿಯುಸಿ ಪರೀಕ್ಷೆಗಳಲ್ಲಿ ರಾಜ್ಯ ಮಟ್ಟದ ಸಾಧನೆ ಮಾಡಿದ್ದಾರೆ. ಗ್ರಾಮೀಣ ಭಾಗದ ವಿದ್ಯಾರ್ಥಿಗಳು ಸರ್ಕಾರಿ ಶಾಲೆಗಳಲ್ಲಿ ಓದಿ ಉನ್ನತ ಹುದ್ದೆಗಳನ್ನು ಅಲಂಕರಿಸಿದ್ದಾರೆ. ಕರ್ನಾಟಕದ ವಿದ್ಯಾರ್ಥಿಗಳ ಶೈಕ್ಷಣಿಕ ಪ್ರಗತಿಗೆ ಸರ್ಕಾರ ಹಲವು ಯೋಜನೆಗಳನ್ನು ಜಾರಿಗೆ ತಂದಿದೆ. ಬಿಸಿಯೂಟ, ಉಚಿತ ಪಠ್ಯಪುಸ್ತಕ, ಸಮವಸ್ತ್ರ, ಶೂ ಮತ್ತು ಸಾಕ್ಸ್ ವಿತರಣೆ ಮಾಡಲಾಗುತ್ತಿದೆ. ಶಿಕ್ಷಕರು ಮಕ್ಕಳ ಬಗ್ಗೆ ವಿಶೇಷ ಕಾಳಜಿ ವಹಿಸಬೇಕು ಎಂದರು. ಕಾರ್ಯಕ್ರಮದಲ್ಲಿ ಕ್ಷೇತ್ರ ಶಿಕ್ಷಣಾಧಿಕಾರಿಗಳು, ಶಾಲಾ ಅಭಿವೃದ್ಧಿ ಸಮಿತಿ ಅಧ್ಯಕ್ಷರು, ಮುಖ್ಯ ಶಿಕ್ಷಕರು, ಶಿಕ್ಷಕರು ಹಾಗೂ ಪೋಷಕರು ಉಪಸ್ಥಿತರಿದ್ದರು. 48 ಶಾಲೆಗಳಲ್ಲಿ ಪ್ರವೇಶೋತ್ಸವ ನಡೆಯಿತು. xyxy=(643,1149,874,1429)
insurance-col2-text: ಕಡಿಮೆ ಆದಾಯದ ವರ್ಗಗಳಿಗೆ ಕೈಗೆಟುಕುವ ಪ್ರೀಮಿಯಂನಲ್ಲಿ ಜೀವ ವಿಮೆ ಒದಗಿಸುತ್ತದೆ. ಯಾವುದೇ ಕಾರಣದಿಂದ (ನೈಸರ್ಗಿಕ/ಅನೈಸರ್ಗಿಕ) ವಿಮಾದಾರ ಮರಣ ಹೊಂದಿದರೆ, ನಾಮಿನಿಗೆ 2 ಲಕ್ಷ ವಿಮಾ ಮೊತ್ತ ಸಿಗುತ್ತದೆ. ವಾರ್ಷಿಕ ಪ್ರೀಮಿಯಂ 436 ರೂ ಆಗಿದೆ. 18 ರಿಂದ 50 ವರ್ಷದವರು ಸೇರಬಹುದು. ಬ್ಯಾಂಕ್ ಖಾತೆಯಿಂದ ಪ್ರೀಮಿಯಂ ಸ್ವಯಂಚಾಲಿತವಾಗಿ ಕಡಿತವಾಗುತ್ತದೆ. xyxy=(321,2242,578,2359)
pali-title: ಪಾಲಿ ನೆರಳು ಪರದೆ ಕಾರ್ಯಕ್ರಮಕ್ಕೆ ಅರ್ಜಿ ಆಹ್ವಾನ xyxy=(1135,871,1494,904)
lead-photo xyxy=(339,265,930,483)
right-column xyxy=(1135,871,1494,2401)
operation-title: ಅಪರೇಷನ್ ರೆಡ್ ಅಣಕು ಪ್ರದರ್ಶನ xyxy=(1135,1808,1494,1842)
godown-body-wrap xyxy=(1135,2056,1494,2386)
market-body: ಪಾಂಡವ ನ್ಯೂಸ್, ದಾವಣಗೆರೆ: ಲೋಕಸಭಾ ಸದಸ್ಯರಾದ ಡಾ.ಪ್ರಭಾ ಮಲ್ಲಿಕಾರ್ಜುನ್ ಇವರ ಅಧ್ಯಕ್ಷತೆಯಲ್ಲಿ ಮೇ.16 ರಂದು ಬೆಳಗ್ಗೆ 10 ಕ್ಕೆ ನಗರದಲ್ಲಿನ ಗ್ಲಾಸ್‌ಹೌಸ್‌ನಲ್ಲಿ ಸಮಾಲೋಚನಾ ಸಮಾರಂಭ ಹಾಗೂ ಮಾರುಕಟ್ಟೆ ನೆರವು ಮತ್ತು ವ್ಯಾಪಾರ ಅಭಿವೃದ್ಧಿ ಕಾರ್ಯಾಗಾರವನ್ನು ಆಯೋಜಿಸಲಾಗಿದೆ ಎಂದು ಜಿಲ್ಲಾ ಪಂಚಾಯತ್ ಯೋಜನಾ ನಿರ್ದೇಶಕರು ತಿಳಿಸಿದ್ದಾರೆ. xyxy=(1135,1411,1494,1507)
lead-col2-text: ಫಲಾನುಭವಿಯಾಗಿರುತ್ತಾರೆ. ಗೃಹಲಕ್ಷ್ಮಿ ಯೋಜನೆ ಸೌಲಭ್ಯವನ್ನು ಲಿಂಗತ್ವ ಅಲ್ಪಸಂಖ್ಯಾತರಿಗೂ ಸಹ ವಿಸ್ತರಿಸಲಾಗಿದೆ. ಸ್ತ್ರೀ ಸ್ವಾವಲಂಬನೆಯತ್ತ ಒಂದು ದಿಟ್ಟ ಹೆಜ್ಜೆ: ರಾಜ್ಯದ ಪ್ರತಿ ಬಡವರ ಮನೆಯ ಕುಟುಂಬದ ಯಜಮಾನಿಗೆ ಆರ್ಥಿಕವಾಗಿ, ಸಾಮಾಜಿಕವಾಗಿ ಸಶಕ್ತರನ್ನಾಗಿ ಮಾಡಲು ರಾಜ್ಯ ಸರ್ಕಾರದ ಐದು ಗ್ಯಾರಂಟಿ ಯೋಜನೆಗಳಲ್ಲೊಂದಾದ ಗೃಹಲಕ್ಷ್ಮಿ ಯೋಜನೆಯು ಜಾರಿಗೊಂಡಿದ್ದು ಕುಟುಂಬದ ಒಡತಿ ಮನೆ ಯಜಮಾನಿಯನ್ನು ಬಲಪಡಿಸುವ ಉದ್ದೇಶವನ್ನು ಹೊಂದಲಾಗಿದೆ. ಸದರಿ ಯೋಜನೆಯಲ್ಲಿ ಮಹಿಳಾ ಮತ್ತು ಮಕ್ಕಳ ಅಭಿವೃದ್ಧಿ ಇಲಾಖೆಯನ್ನು ನೋಡಲ್ ಇಲಾಖೆಯನ್ನಾಗಿ ಗುರುತಿಸಲಾಗಿದೆ. ಈ ಯೋಜನೆಯಡಿ ಮನೆ ಯಜಮಾನಿ ಪಾತ್ರ ಬಹಳಷ್ಟಿದ್ದು, ಕುಟುಂಬದ ನಿರ್ವಹಣೆಗೆ ಬೇಕಾದ ಆರ್ಥಿಕ ನೆರವು ನೀಡುವ ಉದ್ದೇಶದಿಂದ ರಾಜ್ಯ ಸರ್ಕಾರವು ಕುಟುಂಬದ ಯಜಮಾನಿಯ ಖಾತೆಗೆ ಪ್ರತಿ ತಿಂಗಳು ರೂ.2000 ಹಣ ಪಾವತಿಸಲಾಗುತ್ತಿದೆ. xyxy=(339,493,621,753)
newspaper-name: ಪಾಂಡವ xyxy=(734,44,806,75)
lead-column-4 xyxy=(940,265,1201,855)
school-headline: ತಮ್ಮ ಮಕ್ಕಳನ್ನು ಸರ್ಕಾರಿ ಶಾಲೆಗೆ ಕಳುಹಿಸಿ: ಶಾಸಕ ಬಿ.ಪಿ.ಹರೀಶ್ xyxy=(391,871,1116,917)
godown-title: ರಿಯಾಯಿತಿ ದರದಲ್ಲಿ ಗೋದಾಮುಗಳ ಬಾಡಿಗೆ xyxy=(1135,2017,1494,2051)
school-col1-text: ಪಾಂಡವ ನ್ಯೂಸ್, ಹರಿಹರ: ಸರ್ಕಾರಿ ಶಾಲೆಗಳಲ್ಲಿ ಕರ್ತವ್ಯ ನಿರ್ವಹಿಸುವ ಶಿಕ್ಷಕರು ಹೆಚ್ಚು ಪ್ರತಿಭಾವಂತರಾಗಿದ್ದು, ತಮ್ಮ ಮಕ್ಕಳನ್ನು ಸರ್ಕಾರಿ ಶಾಲೆಗಳಿಗೆ ಸೇರಿಸಲು ಮುಂದಾಗಬೇಕು ಎಂದು ಶಾಸಕ ಬಿ.ಪಿ.ಹರೀಶ್ ಕರೆ ನೀಡಿದರು. ನಗರದ ಸರ್ಕಾರಿ ಪ್ರೌಢಶಾಲೆಯಲ್ಲಿ ಶಿಕ್ಷಣ ಇಲಾಖೆ ವತಿಯಿಂದ ಹಮ್ಮಿಕೊಂಡಿದ್ದ 2025ನೇ ಸಾಲಿನ ಶೈಕ್ಷಣಿಕ ವರ್ಷದ ಶಾಲಾ ಪ್ರಾರಂಭೋತ್ಸವ ಹಾಗೂ ಮಕ್ಕಳ ದಾಖಲಾತಿ ಆಂದೋಲನ ಕಾರ್ಯಕ್ರಮವನ್ನು ಉದ್ಘಾಟಿಸಿ ಮಾತನಾಡಿದರು. ಸರ್ಕಾರಿ ಶಾಲೆಗಳಲ್ಲಿ ಉತ್ತಮ ಗುಣಮಟ್ಟದ ಶಿಕ್ಷಣ ನೀಡಲಾಗುತ್ತಿದೆ. ಪೋಷಕರು ಖಾಸಗಿ ಶಾಲೆಗಳ ವ್ಯಾಮೋಹ ಬಿಟ್ಟು ಸರ್ಕಾರಿ ಶಾಲೆಗಳತ್ತ ಒಲವು ತೋರಬೇಕು ಎಂದು ಹೇಳಿದರು. xyxy=(399,1149,629,1409)
pali-body: ಪಾಂಡವ ನ್ಯೂಸ್, ದಾವಣಗೆರೆ: ಪರಿಶಿಷ್ಟ ಪಂಗಡದ ರೈತರಿಗೆ 2018-19ನೇ ಸಾಲಿನ ಪರಿಶಿಷ್ಟ ವರ್ಗದವರ ಉಪಯೋಜನೆ ಅನುದಾನದಲ್ಲಿ ಪಾಲಿ ನೆರಳು ಪರದೆ ಕಾರ್ಯಕ್ರಮಕ್ಕೆ ಫಲಾನುಭವಿಗಳ ಆಯ್ಕೆಗೆ ಅರ್ಜಿ ಆಹ್ವಾನಿಸಲಾಗಿದೆ. 211,000 ರೂ.ಗಳನ್ನು ಜಿಲ್ಲಾ ಮತ್ತು ತಾಲ್ಲೂಕು ಪಂಚಾಯತ್ ವತಿಯಿಂದ ನೀಡಲಾಗುವುದು. ಆಸಕ್ತ ರೈತರು ಮೇ.23 ರ ಒಳಗಾಗಿ ಜಿಲ್ಲಾ ಪರಿಶಿಷ್ಟ ವರ್ಗಗಳ ಕಲ್ಯಾಣಾಧಿಕಾರಿಗಳು, ಕೊಠಡಿ ಸಂಖ್ಯೆ 45, ಡಿ.ಸಿ. ಕಚೇರಿ, ದಾವಣಗೆರೆ ಇಲ್ಲಿ ಅರ್ಜಿಯನ್ನು ಪಡೆಯಬಹುದು. ಅರ್ಜಿದಾರರು ಪರಿಶಿಷ್ಟ ಪಂಗಡಕ್ಕೆ ಸೇರಿರಬೇಕು, ಸ್ವಂತ ಜಮೀನು ಹೊಂದಿರಬೇಕು, ಪಹಣಿ ಪತ್ರ, ಬ್ಯಾಂಕ್ ಖಾತೆ ವಿವರ, ಆಧಾರ್ ಕಾರ್ಡ್, ಜಾತಿ ಪ್ರಮಾಣ ಪತ್ರ ಹಾಗೂ ಭಾವಚಿತ್ರದೊಂದಿಗೆ ಅರ್ಜಿ ಸಲ್ಲಿಸಬೇಕು. ಹೆಚ್ಚಿನ ಮಾಹಿತಿಗಾಗಿ ಕಚೇರಿ ಸಮಯದಲ್ಲಿ ಸಂಪರ್ಕಿಸಬಹುದು ಎಂದು ಜಿಲ್ಲಾ ಪರಿಶಿಷ್ಟ ವರ್ಗಗಳ ಕಲ್ಯಾಣಾಧಿಕಾರಿ ಪ್ರಕಟಣೆಯಲ್ಲಿ ತಿಳಿಸಿದ್ದಾರೆ. xyxy=(1135,911,1494,1110)
insurance-col3-text: ಗ್ರಾಮ ಪಂಚಾಯತಿ ಅಧ್ಯಕ್ಷರಾದ ಶ್ರೀಮತಿ ಶಂಕ್ರವ್ವ ಬೇಗಮ್ ಬಾಬಾಸಾಬ ಮಾತನಾಡಿ ಪ್ರಧಾನ ಮಂತ್ರಿ ಸುರಕ್ಷಾ ಬಿಮಾ ಯೋಜನೆ (PMSBY) ಭಾರತ ಸರ್ಕಾರದ ಅಪಘಾತ ವಿಮಾ ಯೋಜನೆಯಾಗಿದ್ದು, ಇದು ಕಡಿಮೆ ಪ್ರೀಮಿಯಂನಲ್ಲಿ ಅಪಘಾತದಿಂದ ಉಂಟಾಗುವ ಮರಣ ಅಥವಾ ಅಂಗವೈಕಲ್ಯಕ್ಕೆ ಆರ್ಥಿಕ ರಕ್ಷಣೆ ನೀಡುತ್ತದೆ. ವಾರ್ಷಿಕ ಪ್ರೀಮಿಯಂ ಕೇವಲ 20 ರೂ. ಆಗಿದ್ದು 18-70 ವರ್ಷದವರು ಇದಕ್ಕೆ ಅರ್ಹರು ಎಂದರು. xyxy=(589,2242,850,2380)
insurance-column-3 xyxy=(589,2240,850,2393)
masthead xyxy=(46,44,1494,75)
school-photo-caption: ಶಾಲಾ ಪ್ರಾರಂಭೋತ್ಸವ ಕಾರ್ಯಕ್ರಮ xyxy=(406,1119,528,1134)
masthead-rule xyxy=(46,83,1494,85)
left-column-divider xyxy=(380,871,381,1914)
missing-1-title: ಯುವತಿ ಕಾಣೆ; ಪತ್ತೆಗೆ ಮನವಿ xyxy=(46,871,368,909)
